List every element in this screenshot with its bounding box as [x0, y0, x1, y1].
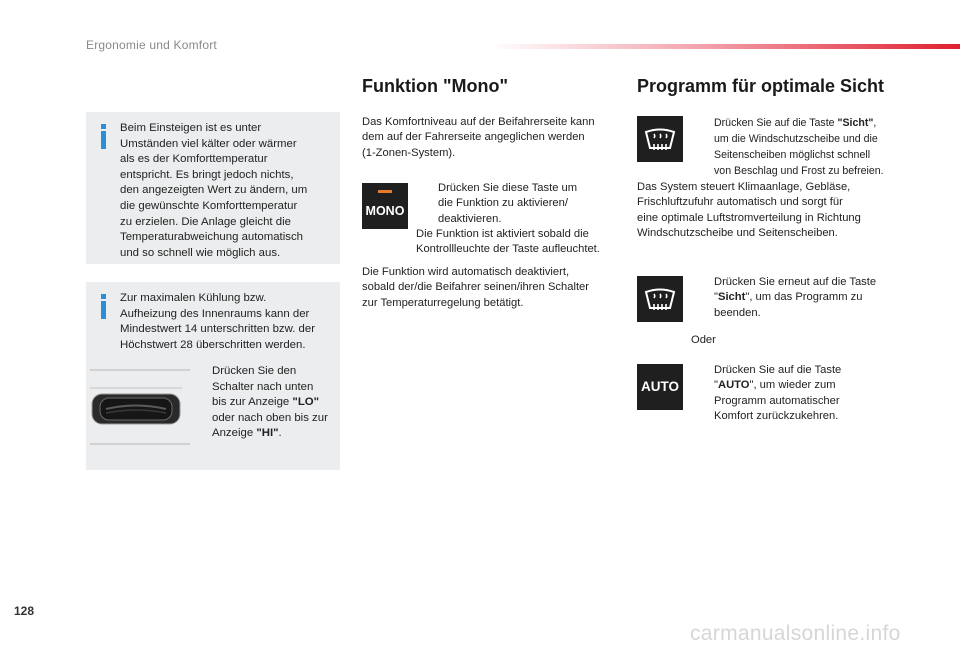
mono-section-title: Funktion "Mono" [362, 76, 509, 96]
info-box-max-cooling-text [120, 291, 338, 353]
sicht-label: Sicht [717, 291, 746, 304]
text-line: Aufheizung des Innenraums kann der [120, 307, 310, 320]
visibility-instruction [714, 115, 904, 179]
windscreen-demist-icon [637, 276, 683, 322]
text-segment: " [714, 291, 718, 304]
text-line [212, 426, 340, 442]
text-line: den angezeigten Wert zu ändern, um [120, 184, 308, 197]
text-line: Höchstwert 28 überschritten werden. [120, 338, 306, 351]
text-line: eine optimale Luftstromverteilung in Richtung [637, 211, 861, 224]
hi-label: "HI" [256, 427, 279, 440]
text-line: um die Windschutzscheibe und die [714, 133, 878, 145]
mono-button-label: MONO [365, 204, 405, 218]
text-line: deaktivieren. [438, 212, 502, 225]
text-line: sobald der/die Beifahrer seinen/ihren Schalter [362, 281, 589, 294]
info-icon [100, 124, 108, 149]
mono-button[interactable] [362, 183, 408, 229]
visibility-off-instruction [714, 275, 904, 321]
header-accent-rule [490, 44, 960, 49]
info-icon [100, 294, 108, 319]
text-line: Kontrollleuchte der Taste aufleuchtet. [416, 243, 600, 256]
visibility-button-repeat[interactable] [637, 276, 683, 322]
mono-intro [362, 115, 622, 161]
temperature-switch-illustration [86, 366, 200, 452]
switch-instruction [212, 364, 340, 442]
info-box-max-cooling [86, 282, 340, 470]
text-line: Das Komfortniveau auf der Beifahrerseite kann [362, 116, 595, 128]
auto-button-label: AUTO [640, 379, 679, 394]
text-line [714, 115, 904, 131]
mono-auto-off-note [362, 265, 624, 311]
mono-indicator-light [378, 190, 392, 193]
lo-label: "LO" [292, 396, 320, 409]
text-line: Drücken Sie den [212, 365, 297, 377]
text-line: Drücken Sie diese Taste um [438, 182, 578, 194]
text-line: Das System steuert Klimaanlage, Gebläse, [637, 181, 851, 193]
text-line: Temperaturabweichung automatisch [120, 231, 303, 244]
text-segment: ", um das Programm zu [745, 291, 863, 304]
text-line: Beim Einsteigen ist es unter [120, 122, 262, 134]
page-number: 128 [14, 604, 35, 618]
text-line: Mindestwert 14 unterschritten bzw. der [120, 323, 315, 336]
info-box-warmup [86, 112, 340, 264]
text-segment: ", um wieder zum [749, 379, 836, 392]
visibility-section-title: Programm für optimale Sicht [637, 76, 885, 96]
text-line: (1-Zonen-System). [362, 146, 456, 159]
text-line: als es der Komforttemperatur [120, 153, 268, 166]
text-line: die gewünschte Komforttemperatur [120, 199, 298, 212]
oder-separator: Oder [691, 334, 716, 346]
text-line: Komfort zurückzukehren. [714, 410, 839, 423]
windscreen-demist-icon [637, 116, 683, 162]
text-line: Programm automatischer [714, 394, 840, 407]
visibility-button[interactable] [637, 116, 683, 162]
text-line: Drücken Sie auf die Taste [714, 364, 842, 376]
auto-label: AUTO [717, 379, 750, 392]
auto-instruction [714, 363, 904, 425]
text-line: zur Temperaturregelung betätigt. [362, 296, 524, 309]
text-line: Seitenscheiben möglichst schnell [714, 149, 871, 161]
text-segment: Drücken Sie auf die Taste [714, 117, 838, 129]
text-line: Drücken Sie erneut auf die Taste [714, 276, 877, 288]
sicht-label: "Sicht" [837, 117, 874, 129]
text-line: dem auf der Fahrerseite angeglichen werden [362, 131, 585, 144]
text-line: entspricht. Es bringt jedoch nichts, [120, 168, 294, 181]
text-line [714, 290, 904, 305]
text-segment: " [714, 379, 718, 392]
text-line: Schalter nach unten [212, 380, 314, 393]
text-line: Umständen viel kälter oder wärmer [120, 137, 297, 150]
text-line: zu erzielen. Die Anlage gleicht die [120, 215, 291, 228]
text-line: von Beschlag und Frost zu befreien. [714, 165, 884, 177]
auto-button[interactable] [637, 364, 683, 410]
mono-instruction [438, 181, 618, 227]
text-segment: bis zur Anzeige [212, 396, 293, 409]
text-segment: . [278, 427, 282, 440]
header-title: Ergonomie und Komfort [86, 38, 217, 52]
mono-activation-note [416, 227, 626, 258]
text-segment: Anzeige [212, 427, 257, 440]
visibility-system-note [637, 180, 907, 242]
text-line: oder nach oben bis zur [212, 411, 328, 424]
text-line: Frischluftzufuhr automatisch und sorgt für [637, 196, 843, 209]
watermark: carmanualsonline.info [690, 622, 901, 645]
text-line: Zur maximalen Kühlung bzw. [120, 292, 267, 304]
text-line: Windschutzscheibe und Seitenscheiben. [637, 227, 838, 240]
text-line: und so schnell wie möglich aus. [120, 246, 281, 259]
text-line: Die Funktion ist aktiviert sobald die [416, 228, 589, 240]
text-line: beenden. [714, 306, 761, 319]
text-line [714, 378, 904, 393]
text-line: die Funktion zu aktivieren/ [438, 197, 568, 210]
text-segment: , [873, 117, 877, 129]
text-line [212, 395, 340, 411]
info-box-warmup-text [120, 121, 336, 261]
text-line: Die Funktion wird automatisch deaktiviert, [362, 266, 570, 278]
